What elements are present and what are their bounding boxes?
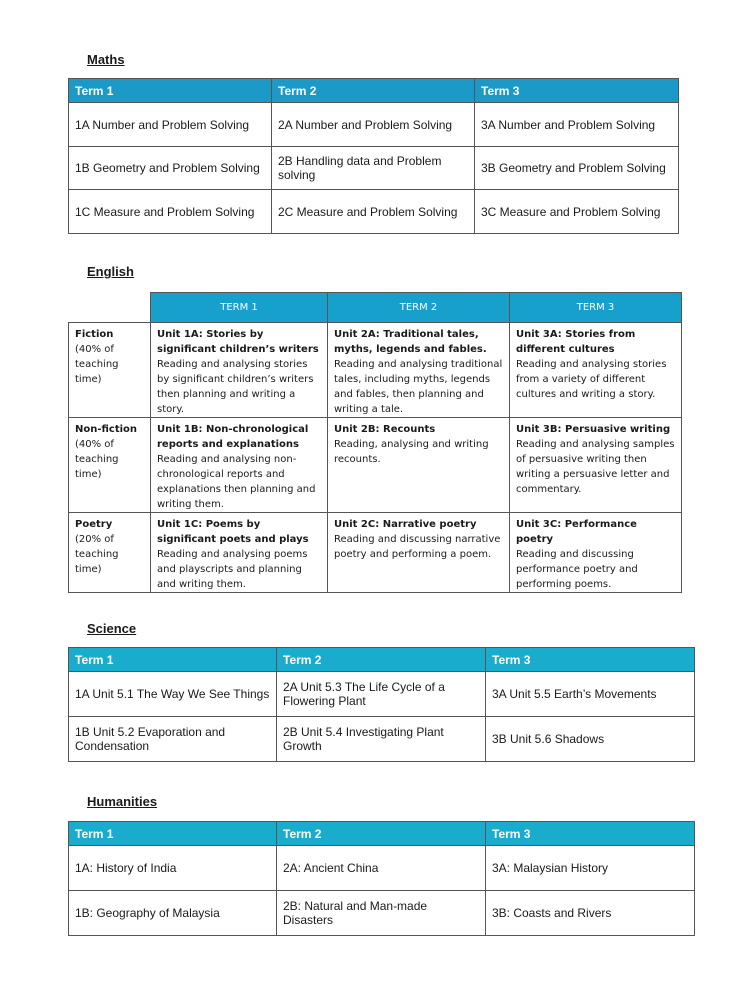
table-row [69,323,682,418]
english-header-term-2: TERM 2 [328,293,510,323]
unit-description: Reading and analysing traditional tales, including myths, legends and fables, then planning and writing a tale. [334,359,503,415]
maths-header-term-3: Term 3 [475,79,679,103]
maths-header-term-2: Term 2 [272,79,475,103]
english-row-label [69,323,151,418]
unit-title: Unit 1C: Poems by significant poets and plays [157,519,309,545]
unit-title: Unit 2A: Traditional tales, myths, legends and fables. [334,329,487,355]
table-row [69,147,679,190]
humanities-cell: 3A: Malaysian History [486,846,695,891]
english-cell [328,513,510,593]
row-label-line: time) [75,564,102,575]
english-cell [151,323,328,418]
row-label-line: (20% of [75,534,114,545]
humanities-cell: 2B: Natural and Man-made Disasters [277,891,486,936]
maths-cell: 3A Number and Problem Solving [475,103,679,147]
maths-cell: 2B Handling data and Problem solving [272,147,475,190]
row-label-title: Fiction [75,329,114,340]
unit-description: Reading, analysing and writing recounts. [334,439,489,465]
table-row [69,418,682,513]
unit-description: Reading and analysing stories by significant children’s writers then planning and writing a story. [157,359,314,415]
table-row [69,190,679,234]
table-row [69,672,695,717]
science-cell: 1A Unit 5.1 The Way We See Things [69,672,277,717]
english-row-label [69,513,151,593]
row-label-line: teaching [75,549,119,560]
row-label-line: (40% of [75,344,114,355]
unit-title: Unit 3A: Stories from different cultures [516,329,636,355]
english-row-label [69,418,151,513]
unit-title: Unit 2C: Narrative poetry [334,519,477,530]
science-header-term-2: Term 2 [277,648,486,672]
english-cell [510,418,682,513]
unit-description: Reading and discussing performance poetry and performing poems. [516,549,638,590]
unit-title: Unit 2B: Recounts [334,424,436,435]
unit-description: Reading and analysing samples of persuasive writing then writing a persuasive letter and commentary. [516,439,675,495]
unit-title: Unit 3C: Performance poetry [516,519,637,545]
unit-description: Reading and discussing narrative poetry and performing a poem. [334,534,501,560]
row-label-line: teaching [75,359,119,370]
english-cell [328,418,510,513]
unit-title: Unit 1B: Non-chronological reports and explanations [157,424,309,450]
maths-cell: 2C Measure and Problem Solving [272,190,475,234]
science-cell: 2A Unit 5.3 The Life Cycle of a Flowering Plant [277,672,486,717]
maths-cell: 3C Measure and Problem Solving [475,190,679,234]
maths-cell: 1C Measure and Problem Solving [69,190,272,234]
unit-description: Reading and analysing stories from a variety of different cultures and writing a story. [516,359,667,400]
humanities-heading: Humanities [87,794,158,809]
maths-cell: 2A Number and Problem Solving [272,103,475,147]
humanities-header-term-3: Term 3 [486,822,695,846]
english-table [68,292,682,593]
science-header-term-3: Term 3 [486,648,695,672]
science-cell: 3A Unit 5.5 Earth’s Movements [486,672,695,717]
science-table [68,647,695,762]
english-cell [151,513,328,593]
humanities-header-row [69,822,695,846]
science-cell: 1B Unit 5.2 Evaporation and Condensation [69,717,277,762]
humanities-cell: 1A: History of India [69,846,277,891]
row-label-title: Poetry [75,519,113,530]
unit-title: Unit 1A: Stories by significant children’s writers [157,329,319,355]
maths-heading: Maths [87,52,125,67]
english-header-blank [69,293,151,323]
english-header-term-3: TERM 3 [510,293,682,323]
row-label-line: time) [75,374,102,385]
english-header-term-1: TERM 1 [151,293,328,323]
unit-title: Unit 3B: Persuasive writing [516,424,671,435]
english-header-row [69,293,682,323]
humanities-cell: 3B: Coasts and Rivers [486,891,695,936]
english-heading: English [87,264,134,279]
maths-header-term-1: Term 1 [69,79,272,103]
science-cell: 3B Unit 5.6 Shadows [486,717,695,762]
science-header-term-1: Term 1 [69,648,277,672]
humanities-header-term-1: Term 1 [69,822,277,846]
maths-cell: 3B Geometry and Problem Solving [475,147,679,190]
science-heading: Science [87,621,137,636]
table-row [69,846,695,891]
humanities-cell: 1B: Geography of Malaysia [69,891,277,936]
english-cell [328,323,510,418]
table-row [69,891,695,936]
humanities-header-term-2: Term 2 [277,822,486,846]
row-label-line: teaching [75,454,119,465]
unit-description: Reading and analysing non-chronological reports and explanations then planning and writing them. [157,454,316,510]
unit-description: Reading and analysing poems and playscripts and planning and writing them. [157,549,308,590]
maths-cell: 1B Geometry and Problem Solving [69,147,272,190]
maths-header-row [69,79,679,103]
table-row [69,103,679,147]
english-cell [510,513,682,593]
table-row [69,717,695,762]
row-label-line: time) [75,469,102,480]
humanities-table [68,821,695,936]
maths-cell: 1A Number and Problem Solving [69,103,272,147]
science-header-row [69,648,695,672]
english-cell [151,418,328,513]
table-row [69,513,682,593]
science-cell: 2B Unit 5.4 Investigating Plant Growth [277,717,486,762]
english-cell [510,323,682,418]
maths-table [68,78,679,234]
row-label-title: Non-fiction [75,424,138,435]
humanities-cell: 2A: Ancient China [277,846,486,891]
row-label-line: (40% of [75,439,114,450]
